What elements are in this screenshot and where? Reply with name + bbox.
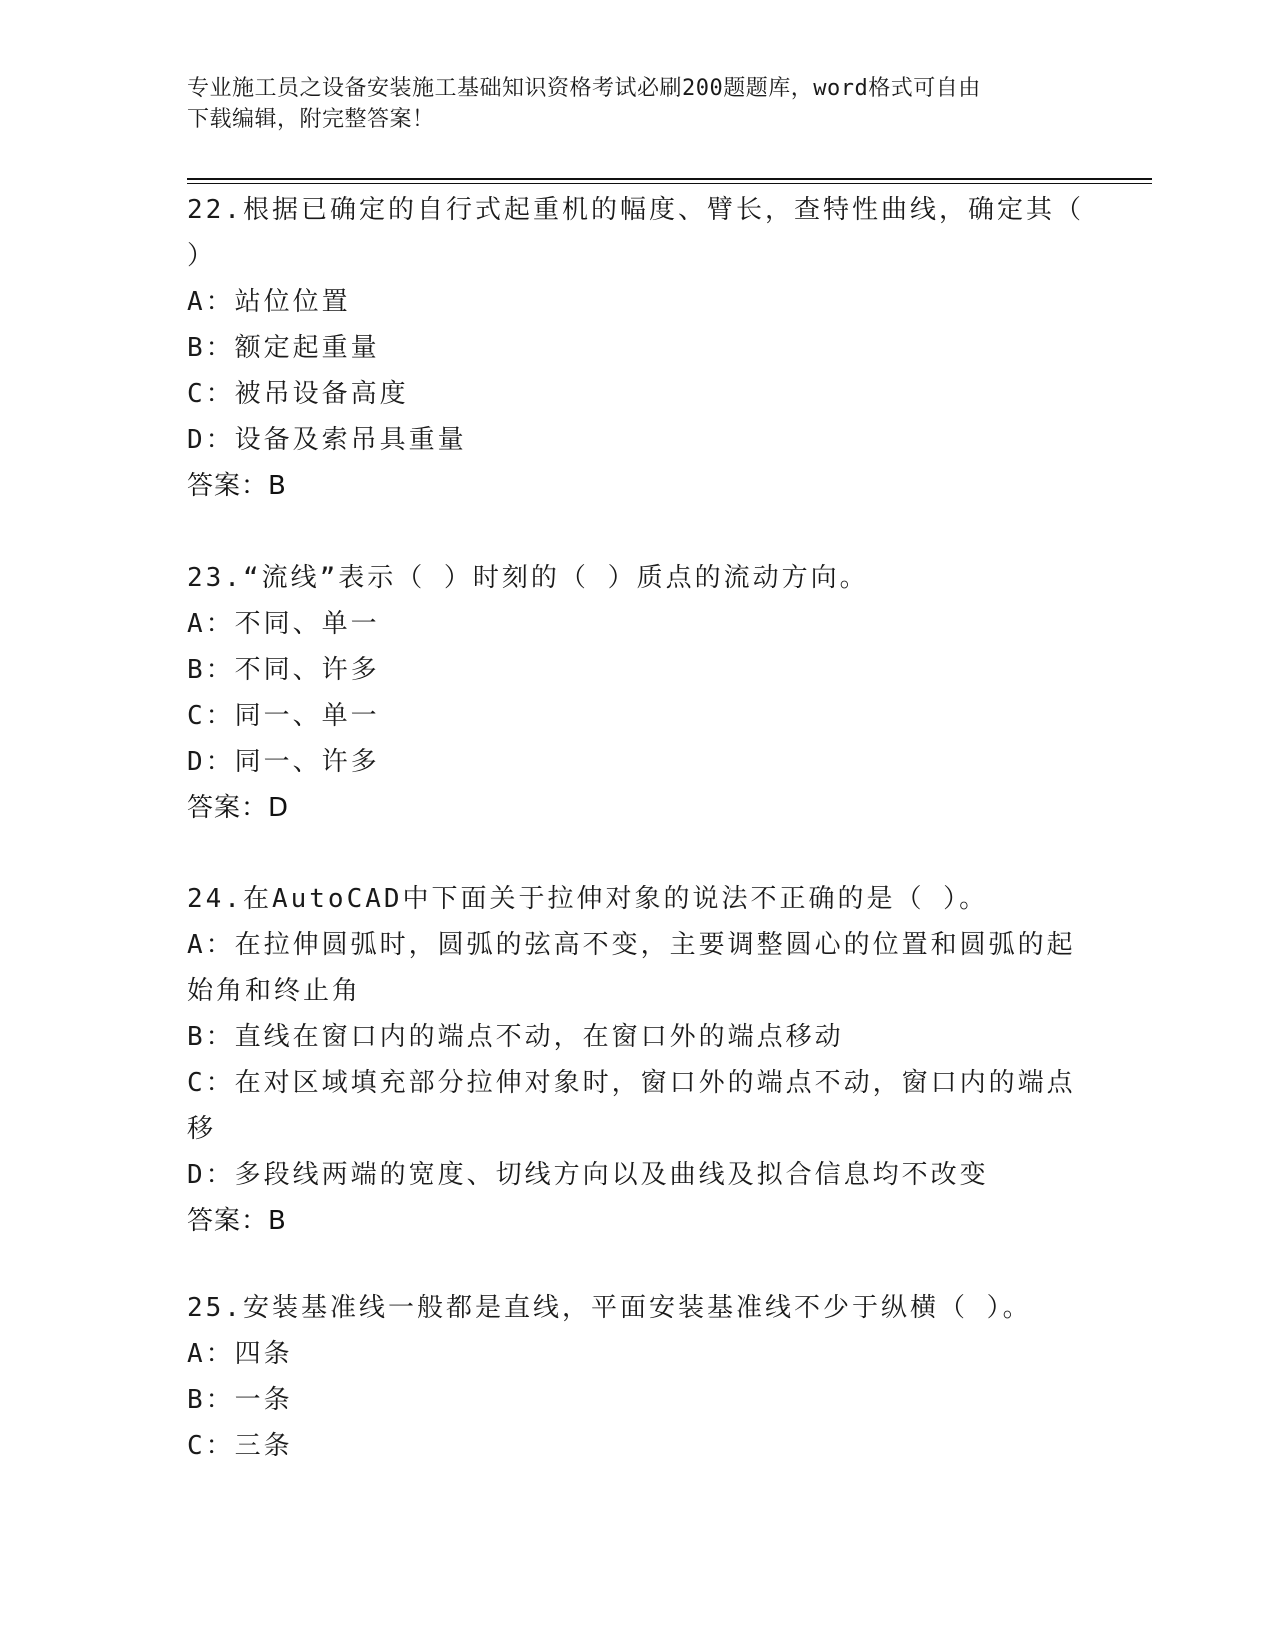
- header-line-2: 下载编辑，附完整答案！: [187, 107, 435, 132]
- option-a: A：站位位置: [187, 287, 351, 317]
- option-b: B：不同、许多: [187, 655, 380, 685]
- question-stem-continued: ）: [187, 241, 217, 271]
- option-a: A：在拉伸圆弧时，圆弧的弦高不变，主要调整圆心的位置和圆弧的起: [187, 930, 1076, 960]
- answer-label: 答案：B: [187, 471, 287, 501]
- question-24: [187, 876, 1087, 1244]
- question-stem: 22.根据已确定的自行式起重机的幅度、臂长，查特性曲线，确定其（: [187, 195, 1084, 225]
- option-d: D：同一、许多: [187, 747, 380, 777]
- option-a: A：四条: [187, 1339, 293, 1369]
- option-c: C：在对区域填充部分拉伸对象时，窗口外的端点不动，窗口内的端点: [187, 1068, 1076, 1098]
- question-stem: 23.“流线”表示（ ）时刻的（ ）质点的流动方向。: [187, 563, 869, 593]
- option-a: A：不同、单一: [187, 609, 380, 639]
- header-line-1: 专业施工员之设备安装施工基础知识资格考试必刷200题题库，word格式可自由: [187, 76, 981, 101]
- document-header: [187, 73, 1067, 135]
- question-stem: 24.在AutoCAD中下面关于拉伸对象的说法不正确的是（ ）。: [187, 884, 989, 914]
- answer-label: 答案：B: [187, 1206, 287, 1236]
- option-a-continued: 始角和终止角: [187, 976, 362, 1006]
- header-divider-thin: [187, 183, 1152, 184]
- option-c: C：三条: [187, 1431, 293, 1461]
- option-d: D：多段线两端的宽度、切线方向以及曲线及拟合信息均不改变: [187, 1160, 989, 1190]
- question-22: [187, 187, 1087, 509]
- option-c-continued: 移: [187, 1114, 217, 1144]
- answer-label: 答案：D: [187, 793, 290, 823]
- question-25: [187, 1285, 1087, 1469]
- option-b: B：一条: [187, 1385, 293, 1415]
- option-d: D：设备及索吊具重量: [187, 425, 467, 455]
- option-c: C：同一、单一: [187, 701, 380, 731]
- option-b: B：直线在窗口内的端点不动，在窗口外的端点移动: [187, 1022, 844, 1052]
- header-divider-thick: [187, 178, 1152, 180]
- question-23: [187, 555, 1087, 831]
- option-b: B：额定起重量: [187, 333, 380, 363]
- question-stem: 25.安装基准线一般都是直线，平面安装基准线不少于纵横（ ）。: [187, 1293, 1032, 1323]
- option-c: C：被吊设备高度: [187, 379, 409, 409]
